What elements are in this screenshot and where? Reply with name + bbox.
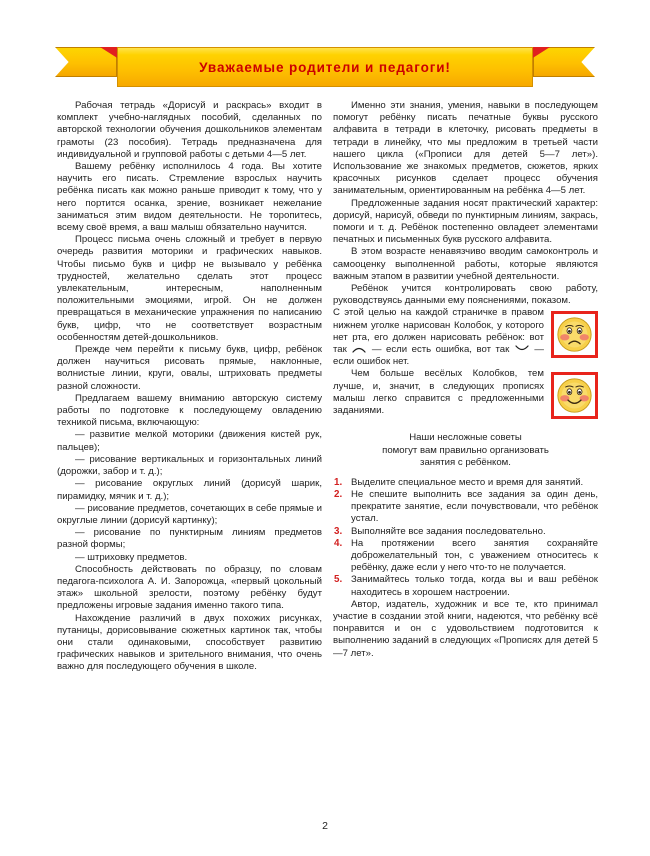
advice-heading [333,432,598,469]
header-banner [55,44,595,90]
frown-glyph-icon [351,345,367,353]
advice-heading-line: помогут вам правильно организовать [382,444,549,456]
list-item: — штриховку предметов. [75,551,188,563]
advice-heading-line: занятия с ребёнком. [420,457,511,469]
instruction-text-b: — если есть ошибка, вот так [367,344,514,356]
left-text-column [57,100,322,674]
instruction-text-c: — если ошибок нет. [333,344,544,368]
paragraph: Предложенные задания носят практический характер: дорисуй, нарисуй, обведи по пунктирным линиям, закрась, помоги и т. д. Ребёнок постепенно овладеет элементами печатных и письменных букв русского алфавита. [333,197,598,246]
paragraph: Именно эти знания, умения, навыки в последующем помогут ребёнку писать печатные буквы русского алфавита в тетради в клеточку, рисовать предметы в тетради в линейку, что мы предложим в третьей части нашего цикла («Прописи для детей 5—7 лет»). Использование же знакомых предметов, сюжетов, ярких красочных рисунков сделает процесс обучения занимательным, ориентированным на ребёнка 4—5 лет. [333,100,598,197]
banner-body [117,47,533,87]
advice-heading-line: Наши несложные советы [409,432,522,444]
paragraph: Ребёнок учится контролировать свою работу, руководствуясь данными ему пояснениями, показом. [333,283,598,307]
paragraph: Нахождение различий в двух похожих рисунках, путаницы, дорисовывание сюжетных картинок так, чтобы они стали одинаковыми, способствует развитию графических навыков и зрительного внимания, что очень важно для последующего обучения в школе. [57,612,322,673]
list-item: — рисование вертикальных и горизонтальных линий (дорожки, забор и т. д.); [57,453,322,478]
list-item: Выполняйте все задания последовательно. [351,525,546,537]
list-item: — рисование округлых линий (дорисуй шарик, пирамидку, мячик и т. д.); [57,478,322,502]
list-item: — развитие мелкой моторики (движения кистей рук, пальцев); [57,429,322,453]
paragraph: Предлагаем вашему вниманию авторскую систему работы по подготовке к последующему овладению техникой письма, включающую: [57,392,322,429]
happy-kolobok-icon [551,372,598,419]
list-item: — рисование предметов, сочетающих в себе прямые и округлые линии (дорисуй картинку); [57,502,322,526]
sad-kolobok-icon [551,311,598,358]
paragraph: В этом возрасте ненавязчиво вводим самоконтроль и самооценку выполненной работы, которые являются важным этапом в развитии учебной деятельности. [333,246,598,282]
right-text-column [333,100,598,660]
paragraph: Способность действовать по образцу, по словам педагога-психолога А. И. Запорожца, «первый цокольный этаж» школьной зрелости, поэтому ребёнку будут предложены игровые задания именно такого типа. [57,563,322,612]
paragraph: Вашему ребёнку исполнилось 4 года. Вы хотите научить его писать. Стремление взрослых научить ребёнка писать как можно раньше приводит к тому, что у него портится осанка, зрение, возникает нежелание заниматься этим видом деятельности. Не торопитесь, всему своё время, а ваш малыш обязательно научится. [57,161,322,234]
list-item: Не спешите выполнить все задания за один день, прекратите занятие, если почувствовали, что ребёнок устал. [351,488,598,525]
paragraph: Чем больше весёлых Колобков, тем лучше, и, значит, в следующих прописях малыш легко справится с предложенными заданиями. [333,368,544,417]
instruction-text-a: С этой целью на каждой страничке в правом нижнем уголке нарисован Колобок, у которого нет рта, его должен нарисовать ребёнок: вот так [333,307,544,356]
closing-paragraph: Автор, издатель, художник и все те, кто принимал участие в создании этой книги, надеются, что ребёнку всё понравится и он с удовольствием подготовится к выполнению заданий в следующих «Прописях для детей 5—7 лет». [333,598,598,659]
list-item: Выделите специальное место и время для занятий. [351,476,584,488]
list-item: — рисование по пунктирным линиям предметов разной формы; [57,527,322,551]
smile-glyph-icon [514,345,530,353]
paragraph: Рабочая тетрадь «Дорисуй и раскрась» входит в комплект учебно-наглядных пособий, сделанных по авторской технологии обучения дошкольников элементам грамоты (23 пособия). Тетрадь предназначена для индивидуальной и групповой работы с детьми 4—5 лет. [57,100,322,160]
list-item: На протяжении всего занятия сохраняйте доброжелательный тон, с уважением относитесь к ребёнку, даже если у него что-то не получается. [351,537,598,574]
paragraph: Процесс письма очень сложный и требует в первую очередь развития моторики и графических навыков. Чтобы письмо букв и цифр не вызывало у ребёнка трудностей, желательно сделать этот процесс увлекательным, интересным, наполненным положительными эмоциями, игрой. Он не должен превращаться в механические упражнения по написанию букв, цифр, что не соответствует возрастным особенностям детей-дошкольников. [57,234,322,343]
paragraph: Прежде чем перейти к письму букв, цифр, ребёнок должен научиться рисовать прямые, наклонные, волнистые линии, круги, овалы, штриховать предметы разной сложности. [57,344,322,392]
banner-title: Уважаемые родители и педагоги! [199,59,451,75]
advice-list [333,477,598,599]
list-item: Занимайтесь только тогда, когда вы и ваш ребёнок находитесь в хорошем настроении. [351,574,598,598]
page-number: 2 [322,820,328,832]
